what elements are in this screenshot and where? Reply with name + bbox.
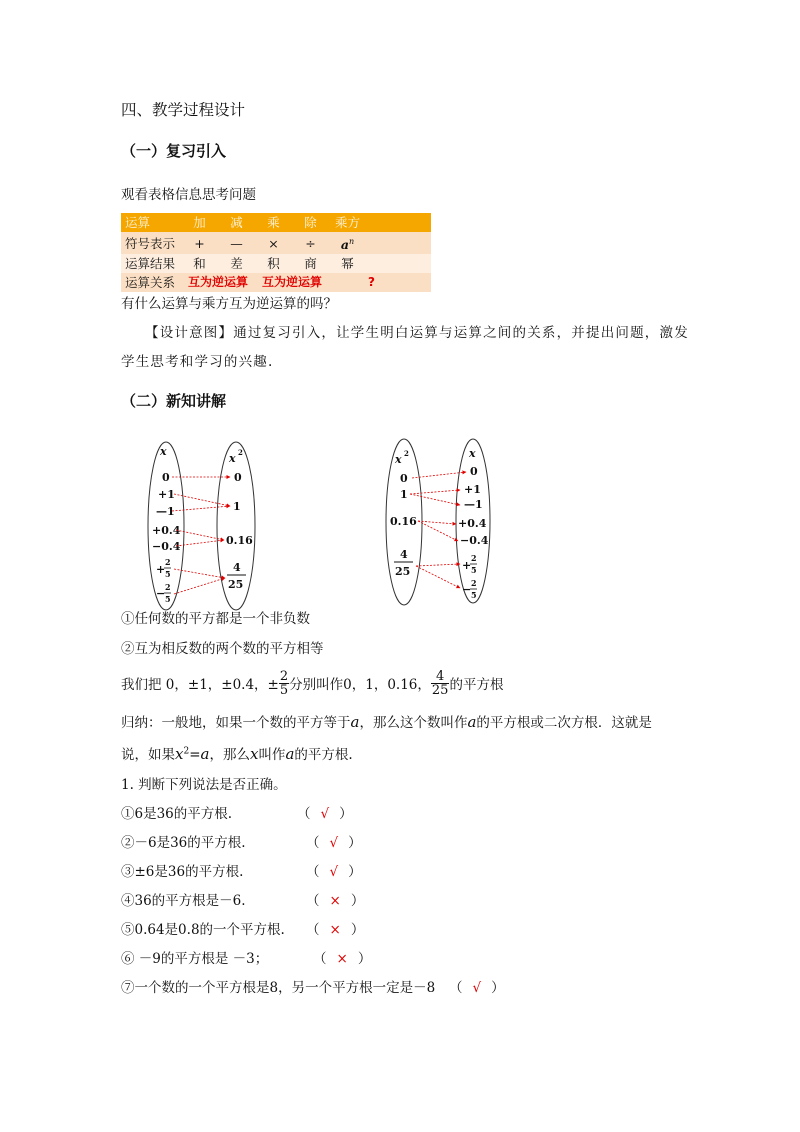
frac-sign: + <box>462 559 472 572</box>
exercise-answer: （ √ ） <box>306 835 362 851</box>
table-row-relation: 运算关系 互为逆运算 互为逆运算 ? <box>121 273 431 292</box>
exercise-answer: （ × ） <box>306 893 365 909</box>
left-value: +1 <box>158 488 175 501</box>
frac-sign: − <box>462 583 472 596</box>
right-value: 0 <box>234 471 242 484</box>
frac-num: 2 <box>471 553 477 563</box>
col-label-x: x <box>469 447 476 460</box>
right-frac-num: 4 <box>233 561 241 574</box>
exercise-statement: ④36的平方根是－6. <box>121 893 246 909</box>
check-mark: √ <box>329 835 339 851</box>
table-row-result: 运算结果 和 差 积 商 幂 <box>121 254 431 273</box>
summary-line1: 归纳：一般地，如果一个数的平方等于a，那么这个数叫作a的平方根或二次方根．这就是 <box>121 713 652 731</box>
exercise-answer: （ √ ） <box>306 864 362 880</box>
table-row-symbol: 符号表示 + — × ÷ $a^n$ <box>121 232 431 254</box>
part1-question: 有什么运算与乘方互为逆运算的吗？ <box>121 296 337 312</box>
observation-1: ①任何数的平方都是一个非负数 <box>121 611 310 627</box>
cross-mark: × <box>329 893 341 909</box>
right-frac-den: 25 <box>228 578 244 591</box>
power-cell: $a^n$ <box>329 232 366 254</box>
left-value: 1 <box>400 488 408 501</box>
part1-intro: 观看表格信息思考问题 <box>121 187 256 203</box>
col-label-exp: 2 <box>238 448 243 457</box>
col-label-exp: 2 <box>404 449 409 458</box>
square-root-mapping-diagram <box>380 436 500 611</box>
right-value: 1 <box>233 500 241 513</box>
col-label-x: x <box>160 445 167 458</box>
left-value: −0.4 <box>152 540 181 553</box>
right-value: +0.4 <box>458 517 487 530</box>
operations-table <box>121 213 431 292</box>
exercise-statement: ⑥ －9的平方根是 －3； <box>121 951 269 967</box>
inverse-label-2: 互为逆运算 <box>255 273 329 292</box>
frac-sign: − <box>156 587 166 600</box>
exercise-statement: ⑤0.64是0.8的一个平方根. <box>121 922 285 938</box>
exercise-statement: ③±6是36的平方根. <box>121 864 244 880</box>
cross-mark: × <box>329 922 341 938</box>
part1-heading: （一）复习引入 <box>121 142 227 160</box>
col-label-x2: x <box>395 453 402 466</box>
col-label-x2: x <box>229 452 236 465</box>
left-value: +0.4 <box>152 524 181 537</box>
fraction-two-fifths: $\frac{2}{5}$ <box>279 668 289 698</box>
right-value: 0 <box>470 465 478 478</box>
frac-den: 5 <box>471 590 477 600</box>
check-mark: √ <box>329 864 339 880</box>
frac-sign: + <box>156 563 166 576</box>
design-intent-line1: 【设计意图】通过复习引入，让学生明白运算与运算之间的关系，并提出问题，激发 <box>145 325 689 341</box>
frac-den: 5 <box>165 594 171 604</box>
exercise-statement: ②－6是36的平方根. <box>121 835 246 851</box>
right-value: −0.4 <box>460 534 489 547</box>
frac-den: 5 <box>471 565 477 575</box>
left-frac-num: 4 <box>400 548 408 561</box>
exercise-answer: （ × ） <box>313 951 372 967</box>
part2-heading: （二）新知讲解 <box>121 392 227 410</box>
design-intent-line2: 学生思考和学习的兴趣. <box>121 354 274 370</box>
left-value: 0 <box>400 472 408 485</box>
left-value: 0 <box>162 471 170 484</box>
section-title: 四、教学过程设计 <box>121 101 246 119</box>
check-mark: √ <box>472 980 482 996</box>
question-mark: ? <box>366 273 431 292</box>
exercise-answer: （ √ ） <box>297 806 353 822</box>
exercise-statement: ⑦一个数的一个平方根是8，另一个平方根一定是－8 <box>121 980 436 996</box>
right-value: —1 <box>464 498 483 511</box>
observation-2: ②互为相反数的两个数的平方相等 <box>121 641 324 657</box>
fraction-four-twentyfifths: $\frac{4}{25}$ <box>431 668 449 698</box>
frac-num: 2 <box>471 578 477 588</box>
exercise-answer: （ √ ） <box>449 980 505 996</box>
square-root-sentence: 我们把 0，±1，±0.4，± $\frac{2}{5}$ 分别叫作0，1，0.16， $\frac{4}{25}$ 的平方根 <box>121 668 504 698</box>
summary-line2: 说，如果$x^2=a$，那么x叫作a的平方根. <box>121 745 353 763</box>
square-mapping-diagram <box>140 440 280 615</box>
exercise-statement: ①6是36的平方根. <box>121 806 233 822</box>
right-value: +1 <box>464 483 481 496</box>
table-header-row: 运算 加 减 乘 除 乘方 <box>121 213 431 232</box>
right-value: 0.16 <box>226 534 253 547</box>
left-frac-den: 25 <box>395 565 411 578</box>
exercise-title: 1. 判断下列说法是否正确。 <box>121 777 287 793</box>
frac-num: 2 <box>165 582 171 592</box>
inverse-label-1: 互为逆运算 <box>181 273 255 292</box>
frac-num: 2 <box>165 557 171 567</box>
left-value: —1 <box>156 505 175 518</box>
left-value: 0.16 <box>390 515 417 528</box>
frac-den: 5 <box>165 569 171 579</box>
check-mark: √ <box>320 806 330 822</box>
cross-mark: × <box>336 951 348 967</box>
exercise-answer: （ × ） <box>306 922 365 938</box>
